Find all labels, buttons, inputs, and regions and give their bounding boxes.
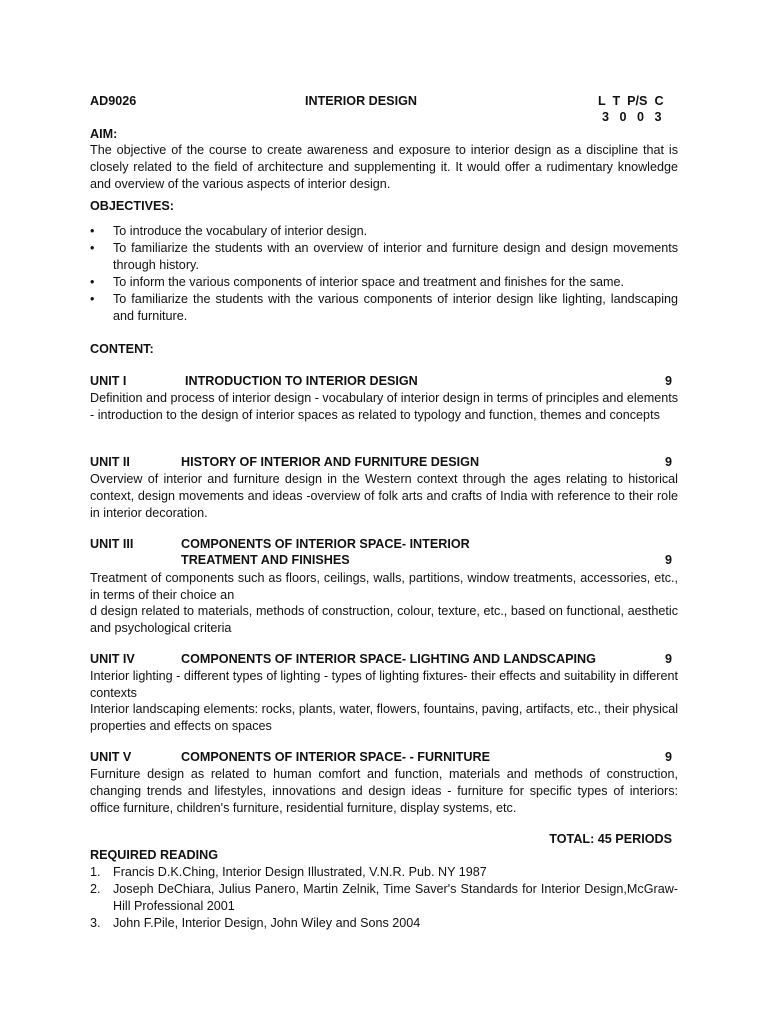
objective-item: • To familiarize the students with an overview of interior and furniture design and design movements through history.: [90, 240, 678, 274]
unit-periods: 9: [664, 553, 672, 567]
reading-item: [90, 864, 678, 881]
total-periods: TOTAL: 45 PERIODS: [549, 832, 672, 846]
reading-text: John F.Pile, Interior Design, John Wiley and Sons 2004: [113, 916, 421, 930]
unit-title: COMPONENTS OF INTERIOR SPACE- LIGHTING AND LANDSCAPING: [181, 652, 596, 666]
unit-3-header: [90, 537, 678, 554]
unit-title: COMPONENTS OF INTERIOR SPACE- - FURNITURE: [181, 750, 491, 764]
unit-3-text: Treatment of components such as floors, ceilings, walls, partitions, window treatments, accessories, etc., in terms of their choice an: [90, 571, 678, 602]
unit-title: HISTORY OF INTERIOR AND FURNITURE DESIGN: [181, 455, 480, 469]
ltpc-labels: L T P/S C: [598, 94, 664, 108]
unit-4-text: Interior lighting - different types of lighting - types of lighting fixtures- their effects and suitability in different contexts: [90, 669, 678, 700]
reading-heading: REQUIRED READING: [90, 848, 219, 862]
unit-3-header-line2: [90, 553, 678, 570]
content-heading: CONTENT:: [90, 342, 154, 356]
objectives-list: [90, 223, 678, 325]
objective-item: • To familiarize the students with the various components of interior design like lighting, landscaping and furniture.: [90, 291, 678, 325]
objective-item: • To introduce the vocabulary of interior design.: [90, 223, 678, 240]
course-code: AD9026: [90, 94, 137, 108]
unit-periods: 9: [664, 455, 672, 469]
unit-5-header: [90, 750, 678, 767]
unit-title: INTRODUCTION TO INTERIOR DESIGN: [185, 374, 418, 388]
reading-number: 1.: [90, 865, 101, 879]
unit-label: UNIT V: [90, 750, 132, 764]
unit-5-text: Furniture design as related to human comfort and function, materials and methods of construction, changing trends and lifestyles, innovations and design ideas - furniture for specific types of interiors: office furniture, children's furniture, residential furniture, display systems, etc.: [90, 767, 678, 815]
aim-heading: AIM:: [90, 127, 118, 141]
reading-list: [90, 864, 678, 932]
reading-number: 2.: [90, 882, 101, 896]
unit-4-header: [90, 652, 678, 669]
unit-periods: 9: [664, 652, 672, 666]
ltpc-values: 3 0 0 3: [602, 110, 662, 124]
reading-number: 3.: [90, 916, 101, 930]
unit-4-text-continued: Interior landscaping elements: rocks, plants, water, flowers, fountains, paving, artifacts, etc., their physical properties and effects on spaces: [90, 702, 678, 733]
unit-label: UNIT II: [90, 455, 130, 469]
unit-periods: 9: [664, 750, 672, 764]
unit-1-text: Definition and process of interior design - vocabulary of interior design in terms of principles and elements - introduction to the design of interior spaces as related to typology and function, themes and concepts: [90, 391, 679, 422]
unit-2-header: [90, 455, 678, 472]
course-title: INTERIOR DESIGN: [305, 94, 417, 108]
unit-label: UNIT I: [90, 374, 127, 388]
unit-title-line2: TREATMENT AND FINISHES: [181, 553, 350, 567]
reading-text: Joseph DeChiara, Julius Panero, Martin Zelnik, Time Saver's Standards for Interior Design,McGraw-Hill Professional 2001: [113, 882, 678, 913]
unit-label: UNIT III: [90, 537, 134, 551]
reading-text: Francis D.K.Ching, Interior Design Illustrated, V.N.R. Pub. NY 1987: [113, 865, 487, 879]
aim-text: The objective of the course to create awareness and exposure to interior design as a discipline that is closely related to the field of architecture and supplementing it. It would offer a rudimentary knowledge and overview of the various aspects of interior design.: [90, 143, 678, 191]
unit-3-text-continued: d design related to materials, methods of construction, colour, texture, etc., based on functional, aesthetic and psychological criteria: [90, 604, 678, 635]
unit-2-text: Overview of interior and furniture design in the Western context through the ages relating to historical context, design movements and ideas -overview of folk arts and crafts of India with reference to their role in interior decoration.: [90, 472, 678, 520]
objectives-heading: OBJECTIVES:: [90, 199, 174, 213]
unit-label: UNIT IV: [90, 652, 135, 666]
objective-item: • To inform the various components of interior space and treatment and finishes for the same.: [90, 274, 678, 291]
reading-item: [90, 915, 678, 932]
reading-item: [90, 881, 678, 915]
unit-title: COMPONENTS OF INTERIOR SPACE- INTERIOR: [181, 537, 470, 551]
unit-periods: 9: [664, 374, 672, 388]
unit-1-header: [90, 374, 678, 391]
